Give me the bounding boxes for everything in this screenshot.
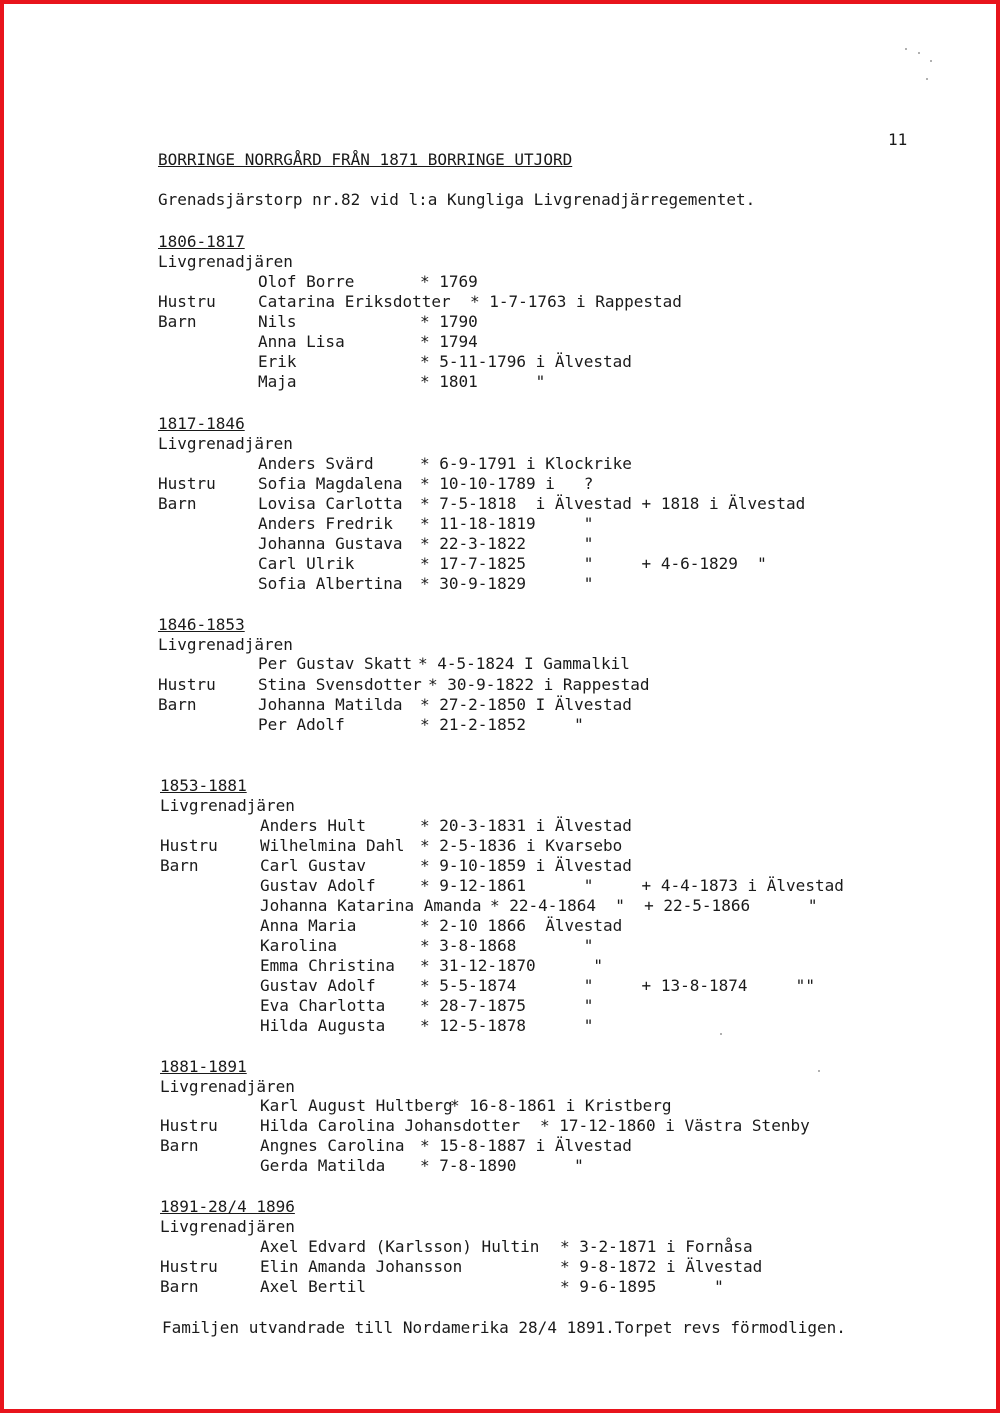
person-info: * 30-9-1822 i Rappestad — [428, 675, 650, 694]
period-role: Livgrenadjären — [160, 796, 295, 815]
period-years: 1806-1817 — [158, 232, 245, 251]
person-info: * 20-3-1831 i Älvestad — [420, 816, 632, 835]
person-info: * 11-18-1819 " — [420, 514, 594, 533]
person-name: Eva Charlotta — [260, 996, 386, 1015]
row-label: Barn — [160, 1277, 199, 1296]
person-name: Lovisa Carlotta — [258, 494, 403, 513]
row-label: Hustru — [160, 1257, 218, 1276]
person-info: * 30-9-1829 " — [420, 574, 594, 593]
person-name: Johanna Matilda — [258, 695, 403, 714]
person-name: Wilhelmina Dahl — [260, 836, 405, 855]
person-name: Anders Fredrik — [258, 514, 393, 533]
person-name: Hilda Carolina Johansdotter — [260, 1116, 521, 1135]
scan-speck — [930, 60, 932, 62]
person-info: * 7-5-1818 i Älvestad + 1818 i Älvestad — [420, 494, 806, 513]
person-name: Emma Christina — [260, 956, 395, 975]
person-name: Hilda Augusta — [260, 1016, 386, 1035]
person-name: Carl Gustav — [260, 856, 366, 875]
person-info: * 31-12-1870 " — [420, 956, 604, 975]
period-role: Livgrenadjären — [160, 1217, 295, 1236]
person-name: Catarina Eriksdotter — [258, 292, 451, 311]
person-info: * 9-12-1861 " + 4-4-1873 i Älvestad — [420, 876, 844, 895]
row-label: Hustru — [158, 474, 216, 493]
period-role: Livgrenadjären — [158, 635, 293, 654]
page-number: 11 — [888, 130, 908, 149]
scan-speck — [905, 48, 907, 50]
row-label: Barn — [158, 312, 197, 331]
row-label: Barn — [158, 695, 197, 714]
document-footer: Familjen utvandrade till Nordamerika 28/4 1891.Torpet revs förmodligen. — [162, 1318, 846, 1337]
person-name: Per Adolf — [258, 715, 345, 734]
person-name: Elin Amanda Johansson — [260, 1257, 463, 1276]
person-info: * 16-8-1861 i Kristberg — [450, 1096, 672, 1115]
row-label: Hustru — [158, 292, 216, 311]
person-info: * 1-7-1763 i Rappestad — [470, 292, 682, 311]
person-name: Axel Edvard (Karlsson) Hultin — [260, 1237, 540, 1256]
period-years: 1853-1881 — [160, 776, 247, 795]
person-name: Per Gustav Skatt — [258, 654, 413, 673]
person-name: Gustav Adolf — [260, 976, 376, 995]
person-name: Anna Maria — [260, 916, 357, 935]
person-info: * 9-6-1895 " — [560, 1277, 724, 1296]
person-name: Anders Svärd — [258, 454, 374, 473]
period-years: 1891-28/4 1896 — [160, 1197, 295, 1216]
person-info: * 9-8-1872 i Älvestad — [560, 1257, 763, 1276]
row-label: Hustru — [158, 675, 216, 694]
person-name: Sofia Magdalena — [258, 474, 403, 493]
person-name: Nils — [258, 312, 297, 331]
person-name: Axel Bertil — [260, 1277, 366, 1296]
person-name: Carl Ulrik — [258, 554, 355, 573]
period-role: Livgrenadjären — [160, 1077, 295, 1096]
period-years: 1846-1853 — [158, 615, 245, 634]
period-role: Livgrenadjären — [158, 252, 293, 271]
person-info: * 5-11-1796 i Älvestad — [420, 352, 632, 371]
person-info: * 2-10 1866 Älvestad — [420, 916, 623, 935]
person-info: * 9-10-1859 i Älvestad — [420, 856, 632, 875]
person-info: * 1794 — [420, 332, 478, 351]
person-name: Johanna Katarina Amanda — [260, 896, 482, 915]
period-role: Livgrenadjären — [158, 434, 293, 453]
scan-speck — [926, 78, 928, 80]
row-label: Hustru — [160, 1116, 218, 1135]
person-info: * 15-8-1887 i Älvestad — [420, 1136, 632, 1155]
row-label: Barn — [160, 1136, 199, 1155]
person-name: Anders Hult — [260, 816, 366, 835]
person-name: Johanna Gustava — [258, 534, 403, 553]
person-name: Sofia Albertina — [258, 574, 403, 593]
period-years: 1817-1846 — [158, 414, 245, 433]
person-info: * 17-7-1825 " + 4-6-1829 " — [420, 554, 767, 573]
person-info: * 1801 " — [420, 372, 546, 391]
person-info: * 1790 — [420, 312, 478, 331]
row-label: Hustru — [160, 836, 218, 855]
person-name: Gerda Matilda — [260, 1156, 386, 1175]
row-label: Barn — [160, 856, 199, 875]
person-name: Anna Lisa — [258, 332, 345, 351]
scan-speck — [918, 52, 920, 54]
person-name: Karolina — [260, 936, 338, 955]
person-info: * 10-10-1789 i ? — [420, 474, 594, 493]
person-info: * 22-3-1822 " — [420, 534, 594, 553]
person-info: * 12-5-1878 " — [420, 1016, 594, 1035]
person-info: * 3-2-1871 i Fornåsa — [560, 1237, 753, 1256]
person-name: Karl August Hultberg — [260, 1096, 453, 1115]
person-info: * 7-8-1890 " — [420, 1156, 584, 1175]
person-info: * 6-9-1791 i Klockrike — [420, 454, 632, 473]
person-info: * 3-8-1868 " — [420, 936, 594, 955]
person-name: Stina Svensdotter — [258, 675, 422, 694]
person-name: Erik — [258, 352, 297, 371]
person-info: * 17-12-1860 i Västra Stenby — [540, 1116, 810, 1135]
person-info: * 27-2-1850 I Älvestad — [420, 695, 632, 714]
person-name: Maja — [258, 372, 297, 391]
person-info: * 5-5-1874 " + 13-8-1874 "" — [420, 976, 815, 995]
person-name: Gustav Adolf — [260, 876, 376, 895]
document-heading: BORRINGE NORRGÅRD FRÅN 1871 BORRINGE UTJORD — [158, 150, 573, 169]
person-info: * 1769 — [420, 272, 478, 291]
person-name: Angnes Carolina — [260, 1136, 405, 1155]
document-subtitle: Grenadsjärstorp nr.82 vid l:a Kungliga Livgrenadjärregementet. — [158, 190, 756, 209]
person-name: Olof Borre — [258, 272, 355, 291]
scan-speck — [720, 1033, 722, 1035]
period-years: 1881-1891 — [160, 1057, 247, 1076]
person-info: * 28-7-1875 " — [420, 996, 594, 1015]
person-info: * 4-5-1824 I Gammalkil — [418, 654, 630, 673]
person-info: * 22-4-1864 " + 22-5-1866 " — [490, 896, 818, 915]
person-info: * 2-5-1836 i Kvarsebo — [420, 836, 623, 855]
person-info: * 21-2-1852 " — [420, 715, 584, 734]
scan-speck — [818, 1070, 820, 1072]
row-label: Barn — [158, 494, 197, 513]
